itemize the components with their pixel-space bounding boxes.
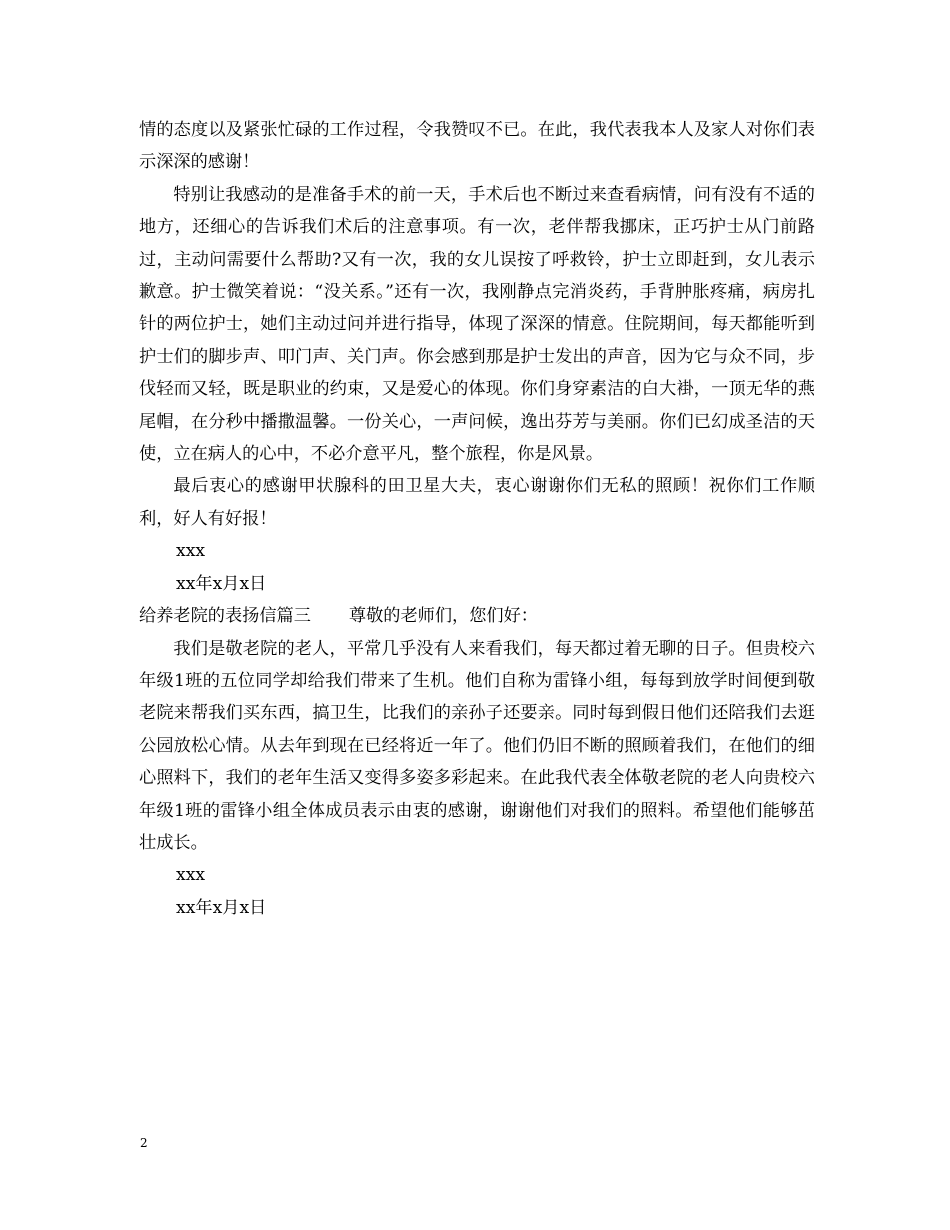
signature-name-2: xxx xyxy=(176,865,206,886)
page-number: 2 xyxy=(140,1136,148,1150)
paragraph-nurses-care: 特别让我感动的是准备手术的前一天，手术后也不断过来查看病情，问有没有不适的地方，还细心的告诉我们术后的注意事项。有一次，老伴帮我挪床，正巧护士从门前路过，主动问需要什么帮助?又有一次，我的女儿误按了呼救铃，护士立即赶到，女儿表示歉意。护士微笑着说：“没关系。”还有一次，我刚静点完消炎药，手背肿胀疼痛，病房扎针的两位护士，她们主动过问并进行指导，体现了深深的情意。住院期间，每天都能听到护士们的脚步声、叩门声、关门声。你会感到那是护士发出的声音，因为它与众不同，步伐轻而又轻，既是职业的约束，又是爱心的体现。你们身穿素洁的白大褂，一顶无华的燕尾帽，在分秒中播撒温馨。一份关心，一声问候，逸出芬芳与美丽。你们已幻成圣洁的天使，立在病人的心中，不必介意平凡，整个旅程，你是风景。 xyxy=(139,184,815,465)
document-body xyxy=(139,114,815,924)
signature-date: xx年x月x日 xyxy=(176,573,267,594)
salutation: 尊敬的老师们，您们好： xyxy=(348,606,538,627)
paragraph-gratitude-opening: 情的态度以及紧张忙碌的工作过程，令我赞叹不已。在此，我代表我本人及家人对你们表示深深的感谢！ xyxy=(139,120,815,173)
signature-name: xxx xyxy=(176,541,206,562)
paragraph-nursing-home-letter: 我们是敬老院的老人，平常几乎没有人来看我们，每天都过着无聊的日子。但贵校六年级1班的五位同学却给我们带来了生机。他们自称为雷锋小组，每每到放学时间便到敬老院来帮我们买东西，搞卫生，比我们的亲孙子还要亲。同时每到假日他们还陪我们去逛公园放松心情。从去年到现在已经将近一年了。他们仍旧不断的照顾着我们，在他们的细心照料下，我们的老年生活又变得多姿多彩起来。在此我代表全体敬老院的老人向贵校六年级1班的雷锋小组全体成员表示由衷的感谢，谢谢他们对我们的照料。希望他们能够茁壮成长。 xyxy=(139,638,815,853)
paragraph-final-thanks: 最后衷心的感谢甲状腺科的田卫星大夫，衷心谢谢你们无私的照顾！祝你们工作顺利，好人有好报！ xyxy=(139,476,815,529)
section-heading-line xyxy=(139,600,815,632)
section-title: 给养老院的表扬信篇三 xyxy=(139,606,311,627)
signature-date-2: xx年x月x日 xyxy=(176,897,267,918)
